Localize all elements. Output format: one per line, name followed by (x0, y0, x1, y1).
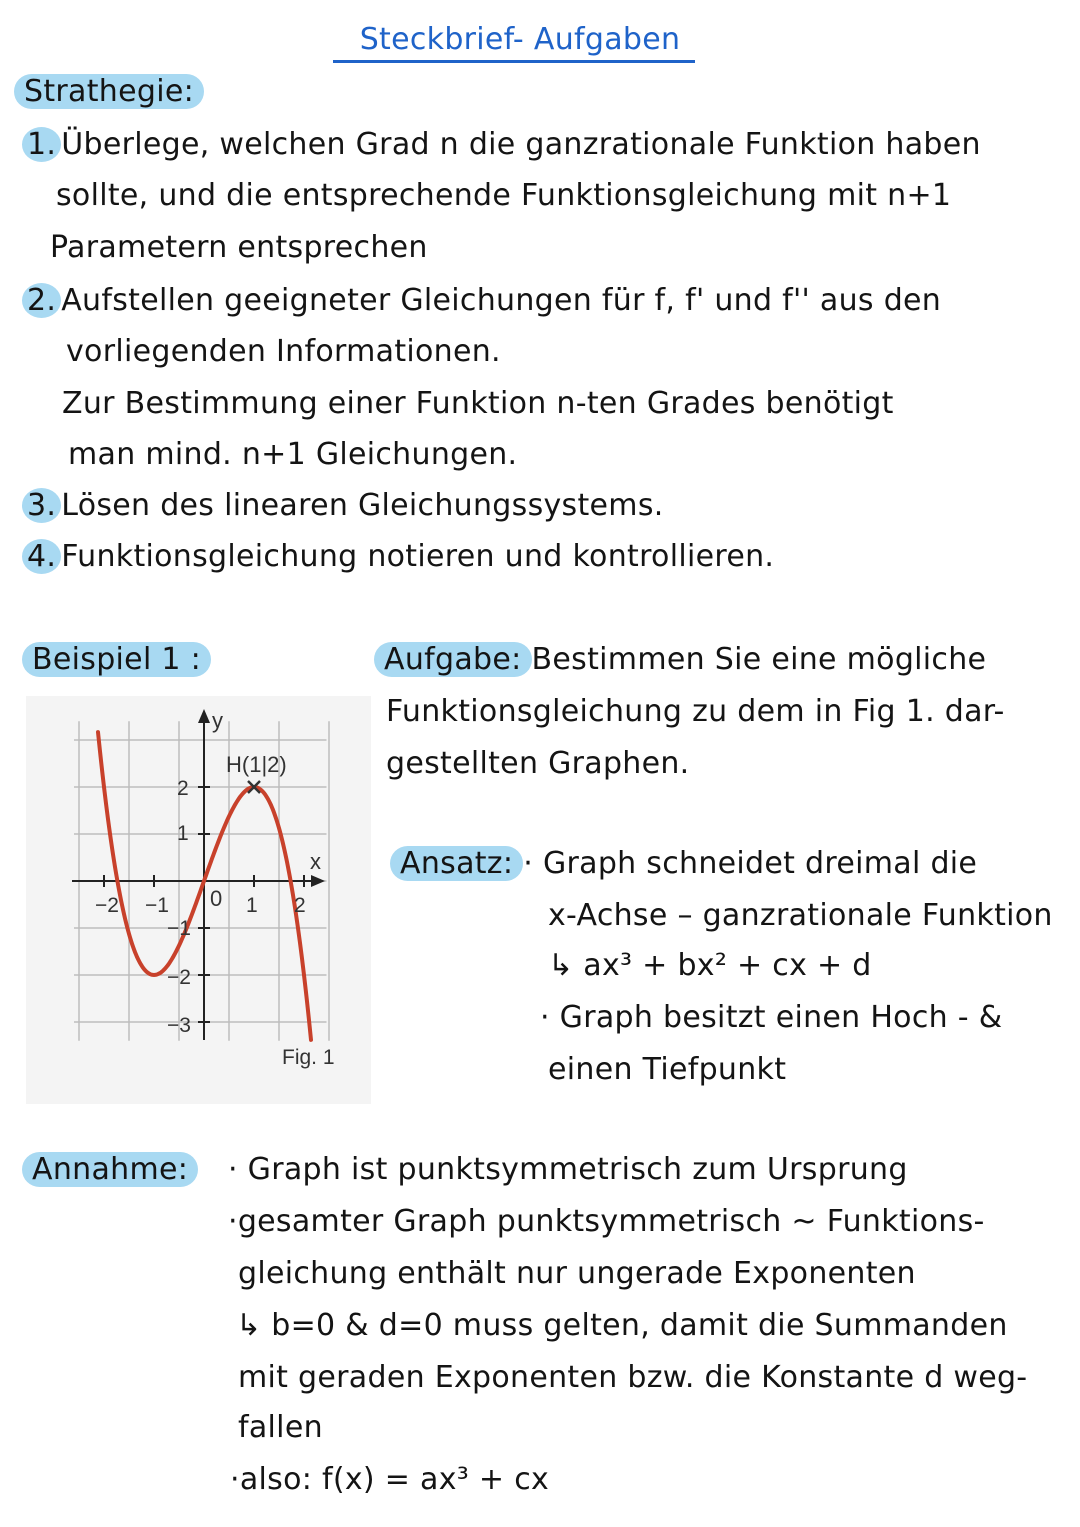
point-label: H(1|2) (226, 752, 287, 777)
strategy-step-1-line-3: Parametern entsprechen (50, 230, 428, 265)
task-label: Aufgabe: (374, 642, 532, 677)
strategy-step-2-line-2: vorliegenden Informationen. (66, 334, 501, 369)
x-tick-label-minus-2: −2 (95, 894, 119, 917)
assumption-line-2: ·gesamter Graph punktsymmetrisch ~ Funktions- (228, 1204, 985, 1239)
approach-text-1: · Graph schneidet dreimal die (523, 846, 978, 881)
y-tick-label-minus-2: −2 (167, 966, 191, 989)
y-tick-label-minus-1: −1 (167, 917, 191, 940)
step-2-text-1: Aufstellen geeigneter Gleichungen für f, f' und f'' aus den (61, 283, 942, 318)
assumption-line-6: fallen (238, 1410, 323, 1445)
assumption-line-7: ·also: f(x) = ax³ + cx (230, 1462, 550, 1497)
strategy-heading-text: Strathegie: (14, 74, 204, 109)
task-line-3: gestellten Graphen. (386, 746, 690, 781)
task-text-1: Bestimmen Sie eine mögliche (531, 642, 987, 677)
assumption-heading (22, 1152, 198, 1187)
x-axis-label: x (310, 849, 321, 874)
assumption-line-3: gleichung enthält nur ungerade Exponenten (238, 1256, 916, 1291)
page-title: Steckbrief- Aufgaben (359, 22, 681, 57)
figure-caption: Fig. 1 (282, 1046, 335, 1069)
example-heading-text: Beispiel 1 : (22, 642, 211, 677)
assumption-line-5: mit geraden Exponenten bzw. die Konstante d weg- (238, 1360, 1028, 1395)
step-number-1: 1. (22, 127, 61, 162)
strategy-step-2-line-4: man mind. n+1 Gleichungen. (68, 437, 518, 472)
approach-line-5: einen Tiefpunkt (548, 1052, 787, 1087)
assumption-heading-text: Annahme: (22, 1152, 198, 1187)
step-number-3: 3. (22, 488, 61, 523)
assumption-line-1: · Graph ist punktsymmetrisch zum Ursprung (228, 1152, 908, 1187)
x-tick-label-minus-1: −1 (145, 894, 169, 917)
x-tick-label-2: 2 (294, 894, 306, 917)
y-axis-label: y (212, 708, 223, 733)
y-axis-arrow-icon (198, 709, 210, 723)
step-1-text-1: Überlege, welchen Grad n die ganzrationale Funktion haben (61, 127, 981, 162)
task-line-2: Funktionsgleichung zu dem in Fig 1. dar- (386, 694, 1005, 729)
y-tick-label-minus-3: −3 (167, 1014, 191, 1037)
x-tick-label-1: 1 (246, 894, 258, 917)
x-axis-arrow-icon (311, 875, 325, 887)
origin-label: 0 (210, 886, 223, 911)
y-tick-label-2: 2 (177, 777, 189, 800)
task-line-1 (374, 642, 986, 677)
approach-line-3: ↳ ax³ + bx² + cx + d (548, 948, 872, 983)
step-4-text: Funktionsgleichung notieren und kontrollieren. (61, 539, 775, 574)
strategy-step-2-line-3: Zur Bestimmung einer Funktion n-ten Grades benötigt (62, 386, 894, 421)
approach-line-1 (390, 846, 977, 881)
approach-line-4: · Graph besitzt einen Hoch - & (540, 1000, 1003, 1035)
approach-label: Ansatz: (390, 846, 523, 881)
step-number-2: 2. (22, 283, 61, 318)
step-number-4: 4. (22, 539, 61, 574)
approach-line-2: x-Achse – ganzrationale Funktion (548, 898, 1053, 933)
y-tick-label-1: 1 (177, 822, 189, 845)
assumption-line-4: ↳ b=0 & d=0 muss gelten, damit die Summanden (236, 1308, 1008, 1343)
strategy-step-1-line-2: sollte, und die entsprechende Funktionsgleichung mit n+1 (56, 178, 952, 213)
step-3-text: Lösen des linearen Gleichungssystems. (61, 488, 664, 523)
